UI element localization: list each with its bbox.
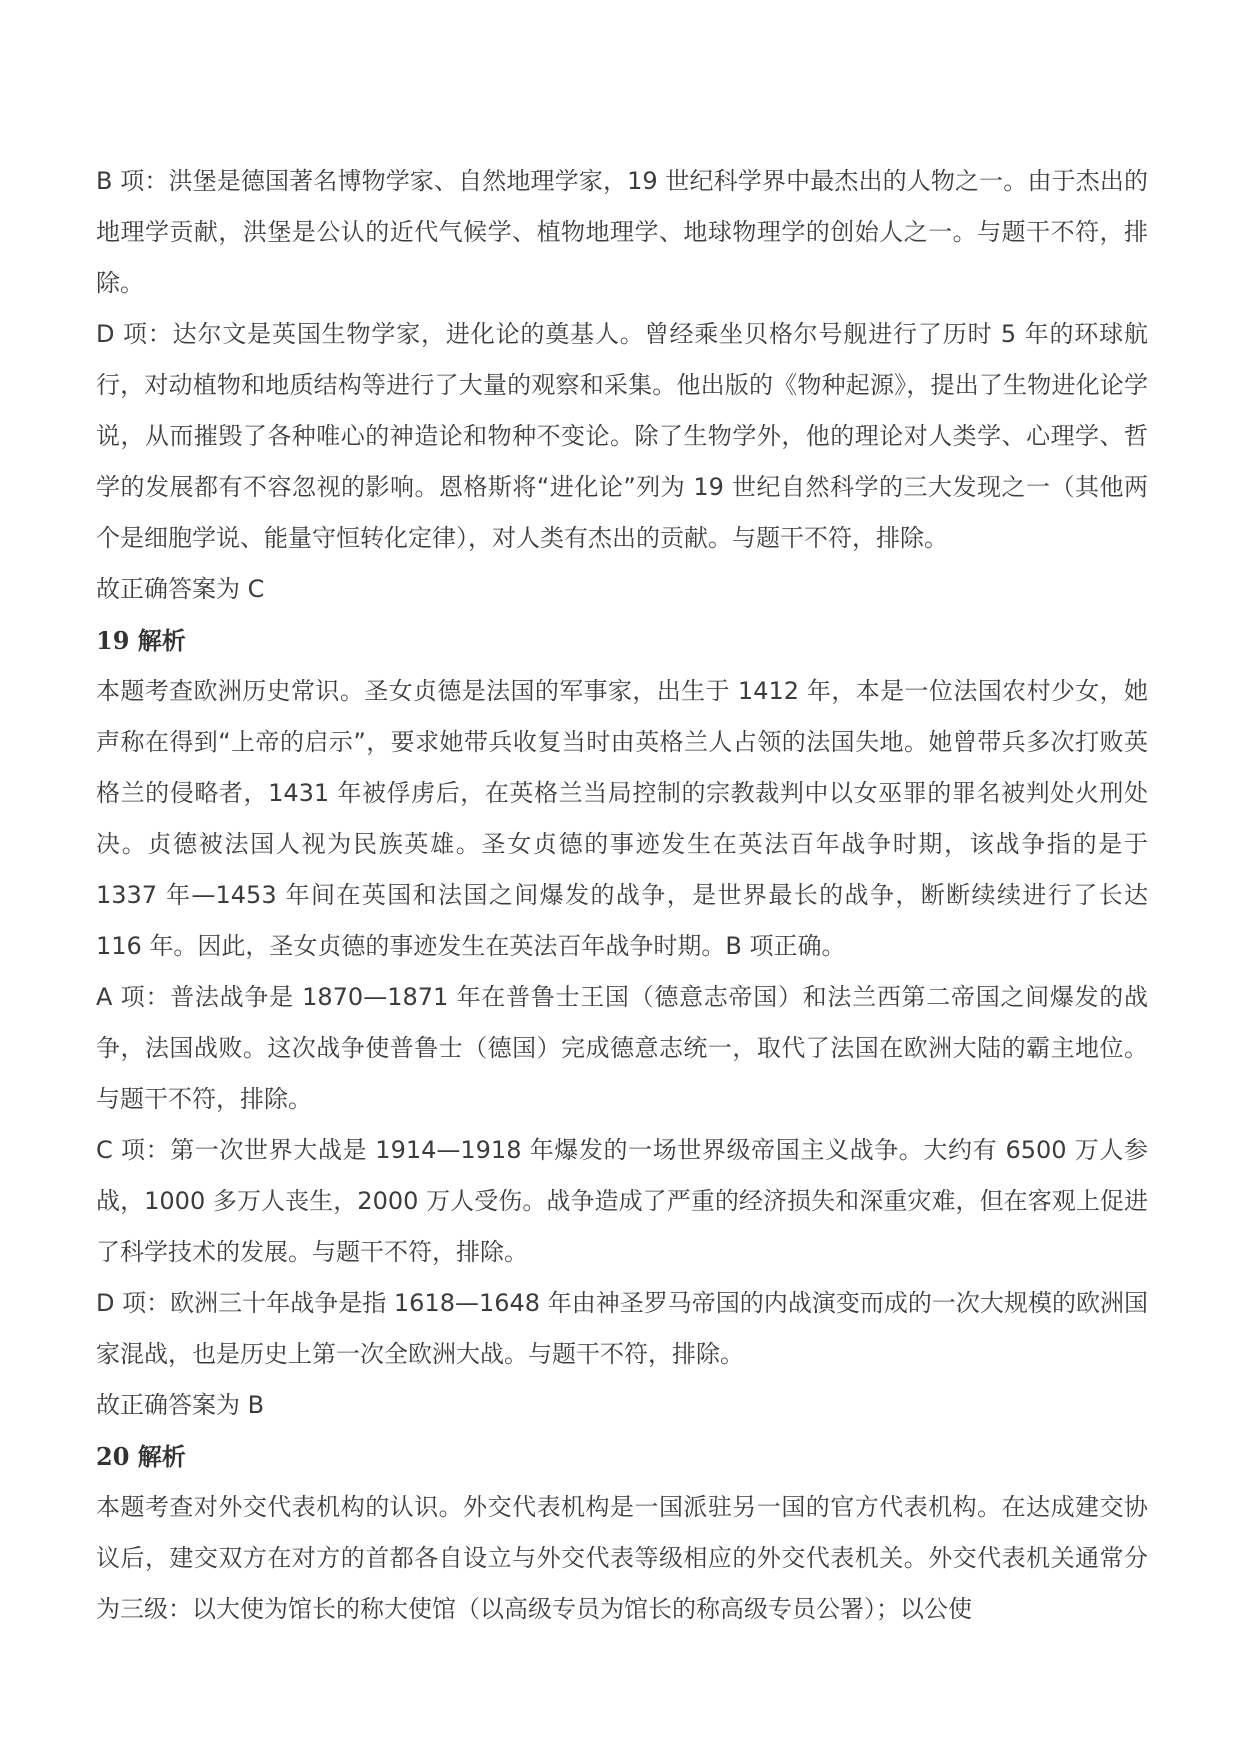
document-body [96, 156, 1148, 1635]
option-c-paragraph: C 项：第一次世界大战是 1914—1918 年爆发的一场世界级帝国主义战争。大约有 6500 万人参战，1000 多万人丧生，2000 万人受伤。战争造成了严重的经济损失和深重灾难，但在客观上促进了科学技术的发展。与题干不符，排除。 [96, 1136, 1148, 1266]
intro-paragraph-20: 本题考查对外交代表机构的认识。外交代表机构是一国派驻另一国的官方代表机构。在达成建交协议后，建交双方在对方的首都各自设立与外交代表等级相应的外交代表机关。外交代表机关通常分为三级：以大使为馆长的称大使馆（以高级专员为馆长的称高级专员公署）；以公使 [96, 1493, 1148, 1623]
option-d-paragraph: D 项：达尔文是英国生物学家，进化论的奠基人。曾经乘坐贝格尔号舰进行了历时 5 年的环球航行，对动植物和地质结构等进行了大量的观察和采集。他出版的《物种起源》，提出了生物进化论学说，从而摧毁了各种唯心的神造论和物种不变论。除了生物学外，他的理论对人类学、心理学、哲学的发展都有不容忽视的影响。恩格斯将“进化论”列为 19 世纪自然科学的三大发现之一（其他两个是细胞学说、能量守恒转化定律），对人类有杰出的贡献。与题干不符，排除。 [96, 320, 1148, 552]
option-a-paragraph: A 项：普法战争是 1870—1871 年在普鲁士王国（德意志帝国）和法兰西第二帝国之间爆发的战争，法国战败。这次战争使普鲁士（德国）完成德意志统一，取代了法国在欧洲大陆的霸主地位。与题干不符，排除。 [96, 983, 1148, 1113]
answer-line: 故正确答案为 C [96, 575, 265, 603]
answer-line-19: 故正确答案为 B [96, 1391, 265, 1419]
option-d-paragraph-19: D 项：欧洲三十年战争是指 1618—1648 年由神圣罗马帝国的内战演变而成的一次大规模的欧洲国家混战，也是历史上第一次全欧洲大战。与题干不符，排除。 [96, 1289, 1148, 1368]
section-heading-19: 19 解析 [96, 626, 186, 655]
intro-paragraph-19: 本题考查欧洲历史常识。圣女贞德是法国的军事家，出生于 1412 年，本是一位法国农村少女，她声称在得到“上帝的启示”，要求她带兵收复当时由英格兰人占领的法国失地。她曾带兵多次打败英格兰的侵略者，1431 年被俘虏后，在英格兰当局控制的宗教裁判中以女巫罪的罪名被判处火刑处决。贞德被法国人视为民族英雄。圣女贞德的事迹发生在英法百年战争时期，该战争指的是于 1337 年—1453 年间在英国和法国之间爆发的战争，是世界最长的战争，断断续续进行了长达 116 年。因此，圣女贞德的事迹发生在英法百年战争时期。B 项正确。 [96, 677, 1148, 960]
option-b-paragraph: B 项：洪堡是德国著名博物学家、自然地理学家，19 世纪科学界中最杰出的人物之一。由于杰出的地理学贡献，洪堡是公认的近代气候学、植物地理学、地球物理学的创始人之一。与题干不符，排除。 [96, 167, 1148, 297]
section-heading-20: 20 解析 [96, 1442, 186, 1471]
